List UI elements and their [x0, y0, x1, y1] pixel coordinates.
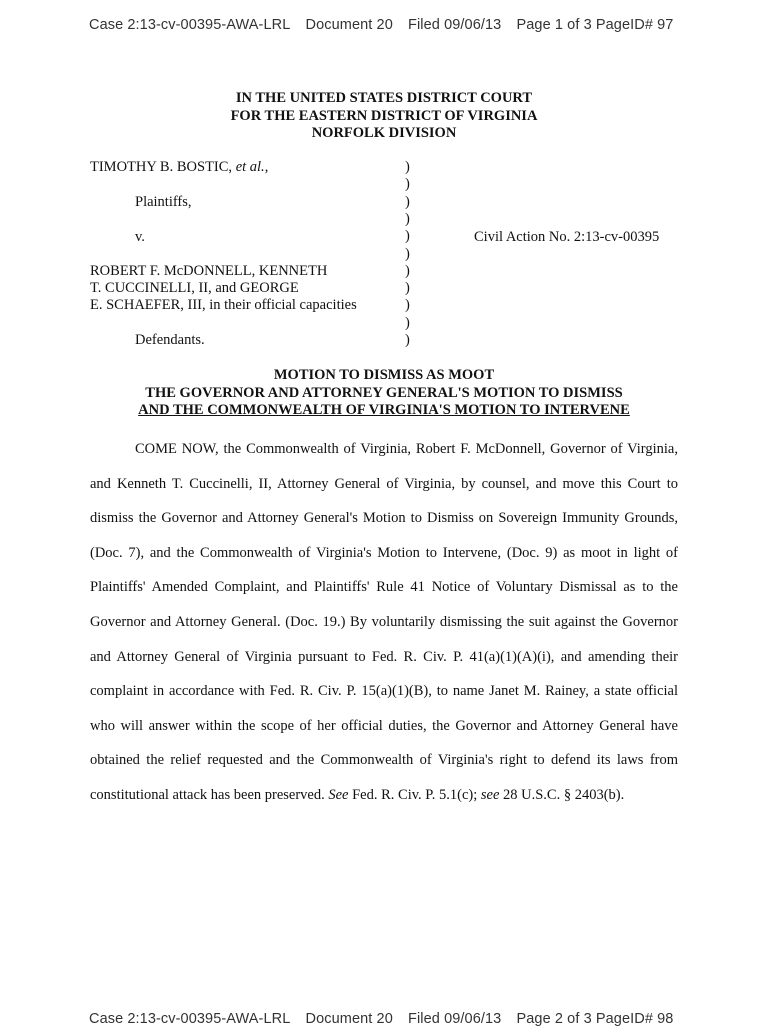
et-al: et al.: [235, 159, 265, 175]
civil-action-number: Civil Action No. 2:13-cv-00395: [474, 229, 660, 245]
caption-paren: ): [405, 297, 410, 314]
caption-paren: ): [405, 193, 410, 210]
motion-body: [90, 432, 678, 813]
court-line-1: IN THE UNITED STATES DISTRICT COURT: [235, 90, 533, 106]
document-number: Document 20: [305, 1011, 393, 1027]
citation-1: Fed. R. Civ. P. 5.1(c);: [348, 786, 481, 803]
court-heading: [0, 90, 768, 143]
page-header: [89, 17, 684, 33]
versus: v.: [135, 229, 145, 245]
caption-paren: ): [405, 245, 410, 262]
see-signal: see: [480, 786, 500, 803]
motion-title-line-2: THE GOVERNOR AND ATTORNEY GENERAL'S MOTION TO DISMISS: [145, 384, 623, 401]
defendants-line-1: ROBERT F. McDONNELL, KENNETH: [90, 263, 328, 279]
motion-title-line-1: MOTION TO DISMISS AS MOOT: [273, 367, 495, 383]
caption-paren: ): [405, 176, 410, 193]
case-number: Case 2:13-cv-00395-AWA-LRL: [89, 17, 291, 33]
defendants-label: Defendants.: [135, 332, 205, 348]
document-number: Document 20: [305, 17, 393, 33]
defendants-line-2: T. CUCCINELLI, II, and GEORGE: [90, 280, 299, 296]
caption-paren: ): [405, 332, 410, 348]
caption-paren: ): [405, 262, 410, 279]
court-line-2: FOR THE EASTERN DISTRICT OF VIRGINIA: [230, 107, 538, 124]
defendants-line-3: E. SCHAEFER, III, in their official capacities: [90, 297, 357, 313]
page-id: Page 1 of 3 PageID# 97: [516, 17, 674, 33]
see-signal: See: [328, 786, 349, 803]
caption-paren: ): [405, 210, 410, 227]
plaintiff-name: TIMOTHY B. BOSTIC, et al.,: [90, 159, 269, 175]
motion-title-line-3: AND THE COMMONWEALTH OF VIRGINIA'S MOTION TO INTERVENE: [138, 402, 630, 418]
filed-date: Filed 09/06/13: [408, 1011, 502, 1027]
plaintiffs-label: Plaintiffs,: [135, 194, 192, 210]
caption-paren: ): [405, 159, 410, 175]
caption-paren: ): [405, 228, 410, 245]
case-number: Case 2:13-cv-00395-AWA-LRL: [89, 1011, 291, 1027]
caption-paren: ): [405, 280, 410, 297]
court-line-3: NORFOLK DIVISION: [311, 125, 457, 141]
page-id: Page 2 of 3 PageID# 98: [516, 1011, 674, 1027]
motion-title: [0, 367, 768, 420]
body-paragraph: [90, 432, 678, 813]
caption-paren: ): [405, 314, 410, 331]
next-page-header: [89, 1011, 684, 1027]
filed-date: Filed 09/06/13: [408, 17, 502, 33]
citation-2: 28 U.S.C. § 2403(b).: [499, 786, 625, 803]
body-text-main: COME NOW, the Commonwealth of Virginia, Robert F. McDonnell, Governor of Virginia, and Kenneth T. Cuccinelli, II, Attorney General of Virginia, by counsel, and move this Court to dismiss the Governor and Attorney General's Motion to Dismiss on Sovereign Immunity Grounds, (Doc. 7), and the Commonwealth of Virginia's Motion to Intervene, (Doc. 9) as moot in light of Plaintiffs' Amended Complaint, and Plaintiffs' Rule 41 Notice of Voluntary Dismissal as to the Governor and Attorney General. (Doc. 19.) By voluntarily dismissing the suit against the Governor and Attorney General of Virginia pursuant to Fed. R. Civ. P. 41(a)(1)(A)(i), and amending their complaint in accordance with Fed. R. Civ. P. 15(a)(1)(B), to name Janet M. Rainey, a state official who will answer within the scope of her official duties, the Governor and Attorney General have obtained the relief requested and the Commonwealth of Virginia's right to defend its laws from constitutional attack has been preserved.: [90, 441, 678, 803]
